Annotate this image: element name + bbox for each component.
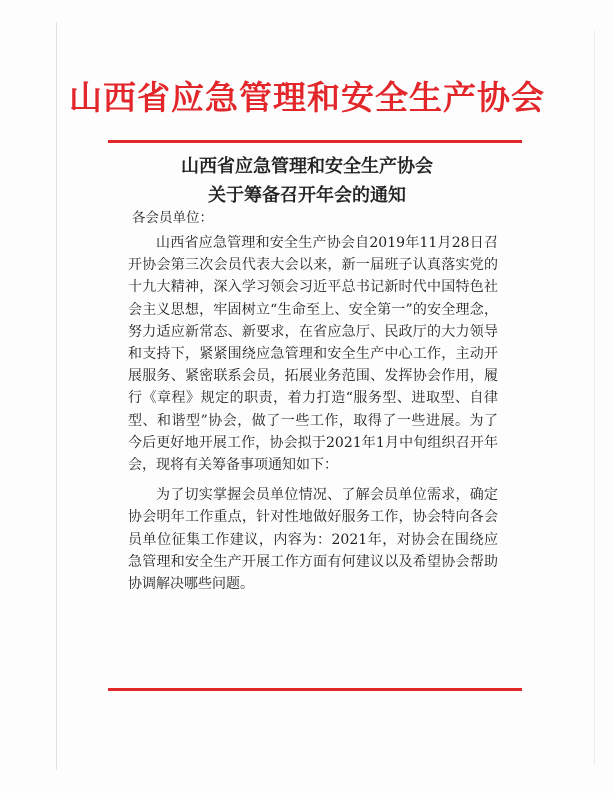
org-letterhead: 山西省应急管理和安全生产协会 xyxy=(69,78,545,117)
body-paragraph-1: 山西省应急管理和安全生产协会自2019年11月28日召开协会第三次会员代表大会以来，新一届班子认真落实党的十九大精神，深入学习领会习近平总书记新时代中国特色社会主义思想，牢固树立“生命至上、安全第一”的安全理念，努力适应新常态、新要求，在省应急厅、民政厅的大力领导和支持下，紧紧围绕应急管理和安全生产中心工作，主动开展服务、紧密联系会员，拓展业务范围、发挥协会作用，履行《章程》规定的职责，着力打造“服务型、进取型、自律型、和谐型”协会，做了一些工作，取得了一些进展。为了今后更好地开展工作，协会拟于2021年1月中旬组织召开年会，现将有关筹备事项通知如下： xyxy=(128,235,498,474)
page-edge-right xyxy=(594,30,595,765)
salutation: 各会员单位： xyxy=(132,210,213,226)
page-edge-left xyxy=(56,22,57,770)
notice-body xyxy=(128,232,498,595)
footer-divider xyxy=(108,688,522,691)
notice-title-line-1: 山西省应急管理和安全生产协会 xyxy=(181,156,433,177)
letterhead-divider-top xyxy=(108,140,522,143)
body-paragraph-2: 为了切实掌握会员单位情况、了解会员单位需求，确定协会明年工作重点，针对性地做好服务工作，协会特向各会员单位征集工作建议，内容为：2021年，对协会在围绕应急管理和安全生产开展工作方面有何建议以及希望协会帮助协调解决哪些问题。 xyxy=(128,487,498,593)
notice-title-line-2: 关于筹备召开年会的通知 xyxy=(208,185,406,206)
